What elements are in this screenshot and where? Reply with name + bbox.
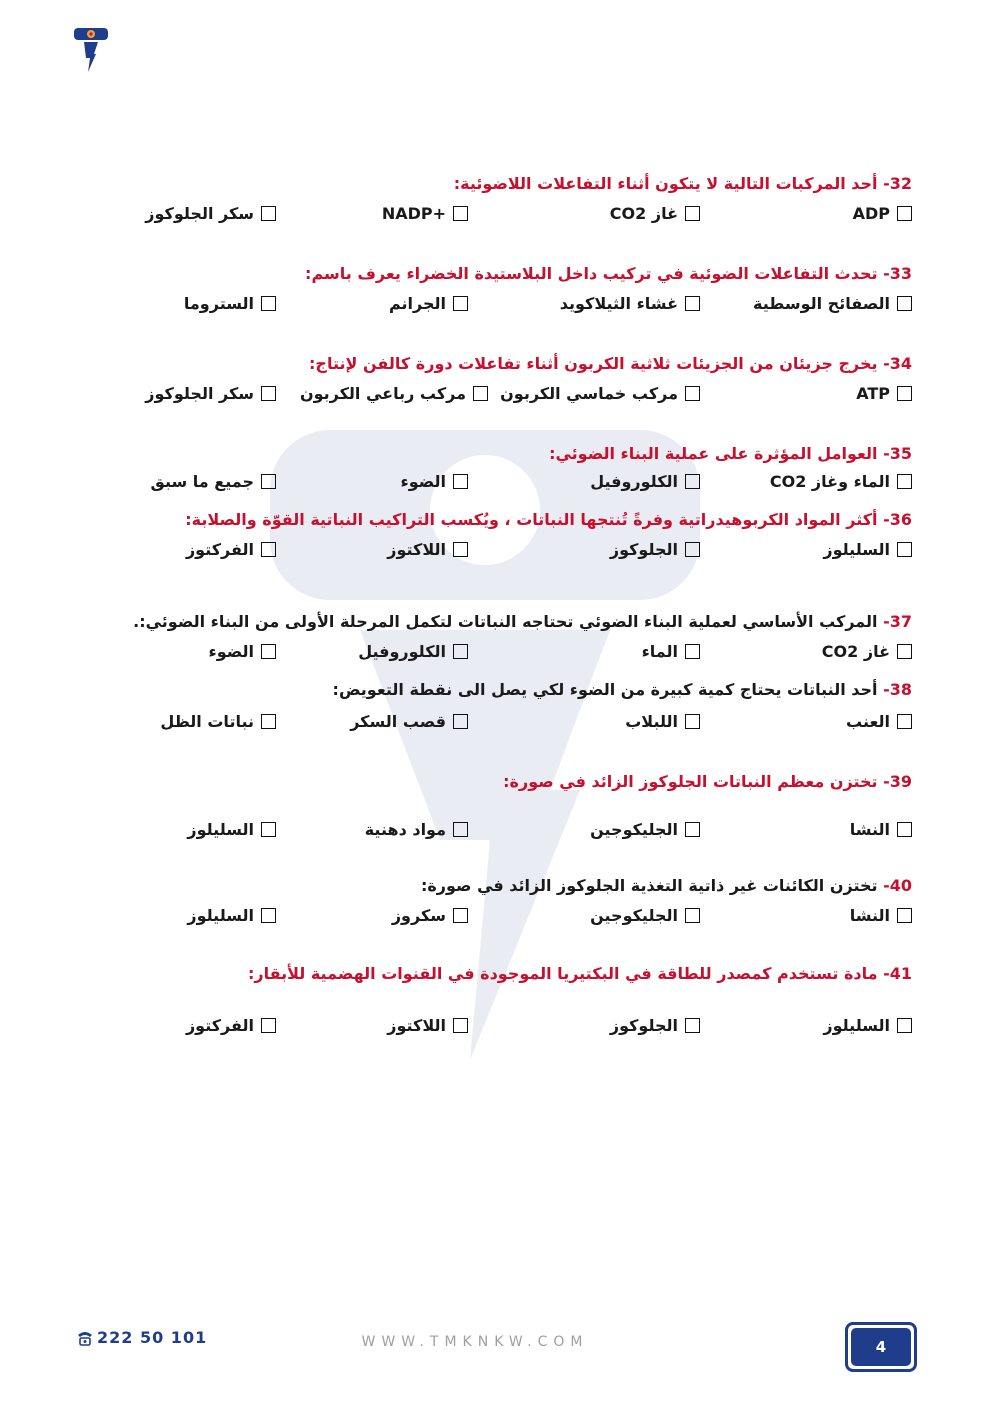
options-row — [60, 384, 912, 412]
option[interactable]: مواد دهنية — [365, 820, 468, 839]
checkbox[interactable] — [453, 822, 468, 837]
option[interactable]: مركب خماسي الكربون — [500, 384, 700, 403]
checkbox[interactable] — [897, 908, 912, 923]
option[interactable]: نباتات الظل — [160, 712, 276, 731]
option[interactable]: ATP — [856, 384, 912, 403]
options-row — [60, 712, 912, 740]
option[interactable]: النشا — [850, 820, 912, 839]
checkbox[interactable] — [897, 714, 912, 729]
checkbox[interactable] — [261, 474, 276, 489]
option[interactable]: الجليكوجين — [590, 820, 700, 839]
checkbox[interactable] — [453, 206, 468, 221]
checkbox[interactable] — [685, 644, 700, 659]
option[interactable]: النشا — [850, 906, 912, 925]
option[interactable]: غشاء الثيلاكويد — [560, 294, 700, 313]
question-title: 32- أحد المركبات التالية لا يتكون أثناء التفاعلات اللاضوئية: — [453, 174, 912, 193]
options-row — [60, 642, 912, 670]
options-row — [60, 1016, 912, 1044]
checkbox[interactable] — [261, 908, 276, 923]
question-title: 41- مادة تستخدم كمصدر للطاقة في البكتيريا الموجودة في القنوات الهضمية للأبقار: — [247, 964, 912, 983]
question-34 — [60, 352, 912, 412]
option[interactable]: العنب — [846, 712, 912, 731]
question-title: 35- العوامل المؤثرة على عملية البناء الضوئي: — [549, 444, 912, 463]
option[interactable]: الجليكوجين — [590, 906, 700, 925]
option[interactable]: قصب السكر — [350, 712, 468, 731]
option[interactable]: الجرانم — [389, 294, 468, 313]
option[interactable]: الصفائح الوسطية — [753, 294, 912, 313]
checkbox[interactable] — [261, 542, 276, 557]
options-row — [60, 204, 912, 232]
question-title: 39- تختزن معظم النباتات الجلوكوز الزائد في صورة: — [503, 772, 912, 791]
checkbox[interactable] — [897, 1018, 912, 1033]
options-row — [60, 294, 912, 322]
option[interactable]: اللاكتوز — [387, 1016, 468, 1035]
footer-website[interactable]: WWW.TMKNKW.COM — [361, 1334, 589, 1350]
question-39 — [60, 770, 912, 848]
option[interactable]: الستروما — [184, 294, 276, 313]
question-title: 40- تختزن الكائنات غير ذاتية التغذية الجلوكوز الزائد في صورة: — [420, 876, 912, 895]
checkbox[interactable] — [261, 296, 276, 311]
option[interactable]: السليلوز — [187, 820, 276, 839]
option[interactable]: غاز CO2 — [822, 642, 912, 661]
checkbox[interactable] — [685, 714, 700, 729]
question-title: 33- تحدث التفاعلات الضوئية في تركيب داخل البلاستيدة الخضراء يعرف باسم: — [305, 264, 912, 283]
checkbox[interactable] — [685, 1018, 700, 1033]
checkbox[interactable] — [897, 542, 912, 557]
option[interactable]: الكلوروفيل — [590, 472, 700, 491]
checkbox[interactable] — [261, 1018, 276, 1033]
option[interactable]: اللبلاب — [625, 712, 700, 731]
question-35 — [60, 442, 912, 500]
options-row — [60, 472, 912, 500]
checkbox[interactable] — [685, 542, 700, 557]
option[interactable]: السليلوز — [823, 540, 912, 559]
checkbox[interactable] — [261, 822, 276, 837]
checkbox[interactable] — [453, 542, 468, 557]
checkbox[interactable] — [261, 386, 276, 401]
checkbox[interactable] — [685, 386, 700, 401]
checkbox[interactable] — [261, 206, 276, 221]
question-title: 36- أكثر المواد الكربوهيدراتية وفرةً تُنتجها النباتات ، ويُكسب التراكيب النباتية القوّة والصلابة: — [185, 510, 912, 529]
option[interactable]: الفركتوز — [186, 540, 276, 559]
option[interactable]: مركب رباعي الكربون — [300, 384, 488, 403]
options-row — [60, 906, 912, 934]
checkbox[interactable] — [897, 822, 912, 837]
option[interactable]: سكر الجلوكوز — [145, 384, 276, 403]
option[interactable]: السليلوز — [823, 1016, 912, 1035]
checkbox[interactable] — [261, 644, 276, 659]
checkbox[interactable] — [453, 644, 468, 659]
question-title: 34- يخرج جزيئان من الجزيئات ثلاثية الكربون أثناء تفاعلات دورة كالفن لإنتاج: — [309, 354, 912, 373]
checkbox[interactable] — [897, 296, 912, 311]
checkbox[interactable] — [685, 474, 700, 489]
checkbox[interactable] — [453, 714, 468, 729]
checkbox[interactable] — [685, 206, 700, 221]
checkbox[interactable] — [453, 474, 468, 489]
page-number-badge — [845, 1322, 917, 1372]
question-title: 37- المركب الأساسي لعملية البناء الضوئي تحتاجه النباتات لتكمل المرحلة الأولى من البناء الضوئي:. — [133, 612, 912, 631]
question-32 — [60, 172, 912, 232]
option[interactable]: الكلوروفيل — [358, 642, 468, 661]
question-40 — [60, 874, 912, 934]
option[interactable]: الماء وغاز CO2 — [770, 472, 912, 491]
question-33 — [60, 262, 912, 322]
option[interactable]: جميع ما سبق — [151, 472, 276, 491]
options-row — [60, 820, 912, 848]
question-36 — [60, 508, 912, 568]
page-number: 4 — [851, 1328, 911, 1366]
option[interactable]: NADP+ — [382, 204, 468, 223]
checkbox[interactable] — [453, 296, 468, 311]
phone-number: 222 50 101 — [97, 1328, 208, 1347]
checkbox[interactable] — [473, 386, 488, 401]
checkbox[interactable] — [685, 908, 700, 923]
brand-logo-icon — [70, 24, 112, 76]
checkbox[interactable] — [897, 206, 912, 221]
phone-icon — [76, 1330, 94, 1346]
checkbox[interactable] — [897, 386, 912, 401]
checkbox[interactable] — [685, 296, 700, 311]
option[interactable]: الجلوكوز — [610, 540, 700, 559]
checkbox[interactable] — [897, 644, 912, 659]
checkbox[interactable] — [261, 714, 276, 729]
question-38 — [60, 678, 912, 740]
options-row — [60, 540, 912, 568]
option[interactable]: الجلوكوز — [610, 1016, 700, 1035]
option[interactable]: سكروز — [392, 906, 468, 925]
checkbox[interactable] — [685, 822, 700, 837]
option[interactable]: السليلوز — [187, 906, 276, 925]
option[interactable]: ADP — [853, 204, 912, 223]
option[interactable]: سكر الجلوكوز — [145, 204, 276, 223]
question-title: 38- أحد النباتات يحتاج كمية كبيرة من الضوء لكي يصل الى نقطة التعويض: — [332, 680, 912, 699]
option[interactable]: الضوء — [401, 472, 468, 491]
option[interactable]: الماء — [642, 642, 700, 661]
checkbox[interactable] — [453, 908, 468, 923]
question-37 — [60, 610, 912, 670]
option[interactable]: الفركتوز — [186, 1016, 276, 1035]
option[interactable]: الضوء — [209, 642, 276, 661]
checkbox[interactable] — [897, 474, 912, 489]
option[interactable]: اللاكتوز — [387, 540, 468, 559]
footer-phone — [76, 1328, 207, 1347]
checkbox[interactable] — [453, 1018, 468, 1033]
option[interactable]: غاز CO2 — [610, 204, 700, 223]
question-41 — [60, 962, 912, 1044]
